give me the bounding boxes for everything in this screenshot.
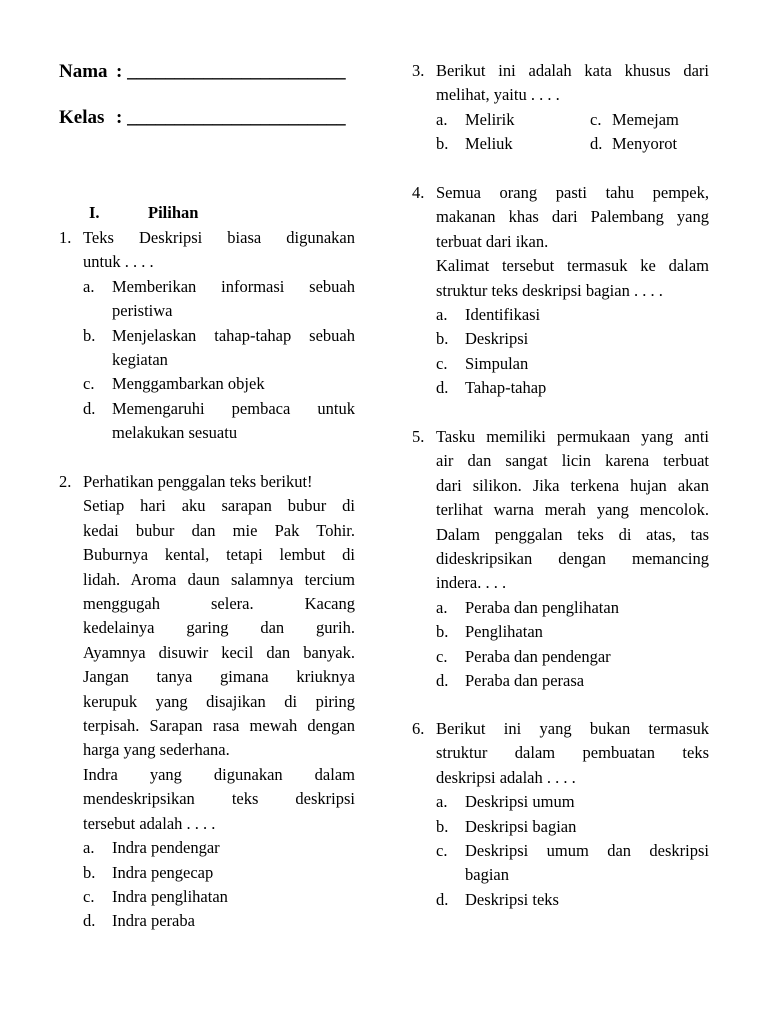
option-b bbox=[83, 324, 355, 373]
question-text-line: Perhatikan penggalan teks berikut! bbox=[83, 472, 313, 491]
option-letter: b. bbox=[436, 816, 449, 836]
option-letter: d. bbox=[83, 911, 96, 931]
question-number: 3. bbox=[412, 61, 425, 80]
option-text: Tahap-tahap bbox=[465, 378, 547, 398]
option-d bbox=[436, 669, 709, 693]
question-5 bbox=[412, 425, 709, 693]
option-letter: b. bbox=[436, 329, 449, 349]
question-text-line: Jangan tanya gimana kriuknya bbox=[83, 667, 355, 687]
option-letter: d. bbox=[590, 134, 603, 154]
option-a bbox=[436, 596, 709, 620]
question-text-line: Berikut ini yang bukan termasuk bbox=[436, 719, 709, 738]
question-text-line: untuk . . . . bbox=[83, 252, 154, 272]
question-3 bbox=[412, 59, 709, 157]
question-text-line: Teks Deskripsi biasa digunakan bbox=[83, 228, 355, 247]
option-text: Indra pendengar bbox=[112, 838, 220, 858]
option-letter: b. bbox=[436, 622, 449, 642]
option-text: Deskripsi teks bbox=[465, 889, 559, 909]
option-letter: c. bbox=[590, 109, 602, 129]
option-letter: c. bbox=[436, 646, 448, 666]
option-letter: d. bbox=[436, 889, 449, 909]
option-c bbox=[83, 885, 355, 909]
option-text: kegiatan bbox=[112, 350, 168, 370]
question-text-line: Buburnya kental, tetapi lembut di bbox=[83, 545, 355, 565]
option-a bbox=[436, 790, 709, 814]
option-text: Menjelaskan tahap-tahap sebuah bbox=[112, 325, 355, 345]
question-text-line: terpisah. Sarapan rasa mewah dengan bbox=[83, 716, 355, 736]
option-letter: d. bbox=[436, 671, 449, 691]
option-text: Simpulan bbox=[465, 353, 529, 373]
kelas-label: Kelas bbox=[59, 107, 105, 128]
option-d bbox=[436, 888, 709, 912]
option-c bbox=[436, 839, 709, 888]
question-text-line: tersebut adalah . . . . bbox=[83, 813, 216, 833]
option-letter: b. bbox=[436, 134, 449, 154]
question-number: 2. bbox=[59, 472, 72, 491]
nama-line: : _______________________ bbox=[116, 61, 346, 82]
option-c bbox=[83, 372, 355, 396]
option-letter: a. bbox=[83, 276, 95, 296]
option-text: Indra penglihatan bbox=[112, 886, 228, 906]
option-letter: d. bbox=[83, 398, 96, 418]
question-number: 6. bbox=[412, 719, 425, 738]
option-text: Memejam bbox=[612, 109, 679, 129]
option-letter: d. bbox=[436, 378, 449, 398]
option-a bbox=[83, 836, 355, 860]
option-letter: b. bbox=[83, 325, 96, 345]
option-letter: c. bbox=[436, 841, 448, 861]
option-text: Penglihatan bbox=[465, 622, 543, 642]
question-text-line: harga yang sederhana. bbox=[83, 740, 230, 760]
option-text: Deskripsi bbox=[465, 329, 529, 349]
option-text: Memengaruhi pembaca untuk bbox=[112, 398, 355, 418]
nama-field bbox=[59, 60, 346, 84]
option-letter: a. bbox=[436, 792, 448, 812]
option-text: Peraba dan perasa bbox=[465, 671, 585, 691]
question-text-line: kedai bubur dan mie Pak Tohir. bbox=[83, 520, 355, 540]
option-text: Meliuk bbox=[465, 134, 513, 154]
question-text-line: dari silikon. Jika terkena hujan akan bbox=[436, 475, 709, 495]
option-text: Deskripsi umum dan deskripsi bbox=[465, 841, 709, 861]
option-text: Deskripsi umum bbox=[465, 792, 575, 812]
question-1 bbox=[59, 226, 355, 446]
option-text: Indra pengecap bbox=[112, 862, 214, 882]
question-text-line: mendeskripsikan teks deskripsi bbox=[83, 789, 355, 809]
option-text: Memberikan informasi sebuah bbox=[112, 276, 355, 296]
option-text: bagian bbox=[465, 865, 509, 885]
option-c bbox=[436, 352, 709, 376]
question-2 bbox=[59, 470, 355, 934]
option-row bbox=[436, 108, 709, 132]
question-text-line: Ayamnya disuwir kecil dan banyak. bbox=[83, 642, 355, 662]
option-letter: c. bbox=[436, 353, 448, 373]
question-text-line: kerupuk yang disajikan di piring bbox=[83, 691, 355, 711]
question-text-line: terlihat warna merah yang mencolok. bbox=[436, 500, 709, 520]
option-b bbox=[436, 327, 709, 351]
option-c bbox=[436, 645, 709, 669]
option-b bbox=[436, 620, 709, 644]
option-letter: c. bbox=[83, 886, 95, 906]
option-text: Identifikasi bbox=[465, 305, 541, 325]
option-text: Peraba dan penglihatan bbox=[465, 597, 619, 617]
option-d bbox=[436, 376, 709, 400]
nama-label: Nama bbox=[59, 61, 108, 82]
option-a bbox=[436, 303, 709, 327]
question-text-line: deskripsi adalah . . . . bbox=[436, 767, 576, 787]
option-text: Menggambarkan objek bbox=[112, 374, 265, 394]
question-text-line: Semua orang pasti tahu pempek, bbox=[436, 183, 709, 202]
option-text: Deskripsi bagian bbox=[465, 816, 577, 836]
question-4 bbox=[412, 181, 709, 401]
question-text-line: Tasku memiliki permukaan yang anti bbox=[436, 427, 709, 446]
question-text-line: makanan khas dari Palembang yang bbox=[436, 207, 709, 227]
option-letter: a. bbox=[83, 838, 95, 858]
option-row bbox=[436, 132, 709, 156]
option-letter: a. bbox=[436, 305, 448, 325]
option-letter: a. bbox=[436, 109, 448, 129]
question-text-line: Dalam penggalan teks di atas, tas bbox=[436, 524, 709, 544]
option-letter: b. bbox=[83, 862, 96, 882]
question-text-line: struktur dalam pembuatan teks bbox=[436, 743, 709, 763]
question-text-line: Indra yang digunakan dalam bbox=[83, 764, 355, 784]
question-number: 4. bbox=[412, 183, 425, 202]
kelas-line: : _______________________ bbox=[116, 107, 346, 128]
question-text-line: melihat, yaitu . . . . bbox=[436, 85, 560, 105]
question-text-line: terbuat dari ikan. bbox=[436, 231, 549, 251]
option-letter: c. bbox=[83, 374, 95, 394]
option-text: Menyorot bbox=[612, 134, 678, 154]
section-title-text: Pilihan bbox=[148, 203, 199, 222]
question-number: 5. bbox=[412, 427, 425, 446]
option-text: Melirik bbox=[465, 109, 515, 129]
question-text-line: air dan sangat licin karena terbuat bbox=[436, 451, 709, 471]
question-number: 1. bbox=[59, 228, 72, 247]
option-text: Peraba dan pendengar bbox=[465, 646, 611, 666]
question-text-line: kedelainya garing dan gurih. bbox=[83, 618, 355, 638]
option-text: Indra peraba bbox=[112, 911, 195, 931]
option-d bbox=[83, 397, 355, 446]
question-text-line: dideskripsikan dengan memancing bbox=[436, 549, 709, 569]
option-b bbox=[83, 861, 355, 885]
question-text-line: struktur teks deskripsi bagian . . . . bbox=[436, 280, 663, 300]
kelas-field bbox=[59, 106, 346, 130]
question-text-line: Berikut ini adalah kata khusus dari bbox=[436, 61, 709, 80]
question-text-line: Kalimat tersebut termasuk ke dalam bbox=[436, 256, 709, 276]
question-text-line: Setiap hari aku sarapan bubur di bbox=[83, 496, 355, 516]
question-text-line: indera. . . . bbox=[436, 573, 507, 593]
section-number: I. bbox=[89, 203, 100, 222]
question-text-line: menggugah selera. Kacang bbox=[83, 594, 355, 614]
option-text: peristiwa bbox=[112, 301, 173, 321]
question-text-line: lidah. Aroma daun salamnya tercium bbox=[83, 569, 355, 589]
section-title bbox=[89, 201, 198, 225]
option-a bbox=[83, 275, 355, 324]
question-6 bbox=[412, 717, 709, 912]
option-b bbox=[436, 815, 709, 839]
option-letter: a. bbox=[436, 597, 448, 617]
option-text: melakukan sesuatu bbox=[112, 423, 238, 443]
option-d bbox=[83, 909, 355, 933]
